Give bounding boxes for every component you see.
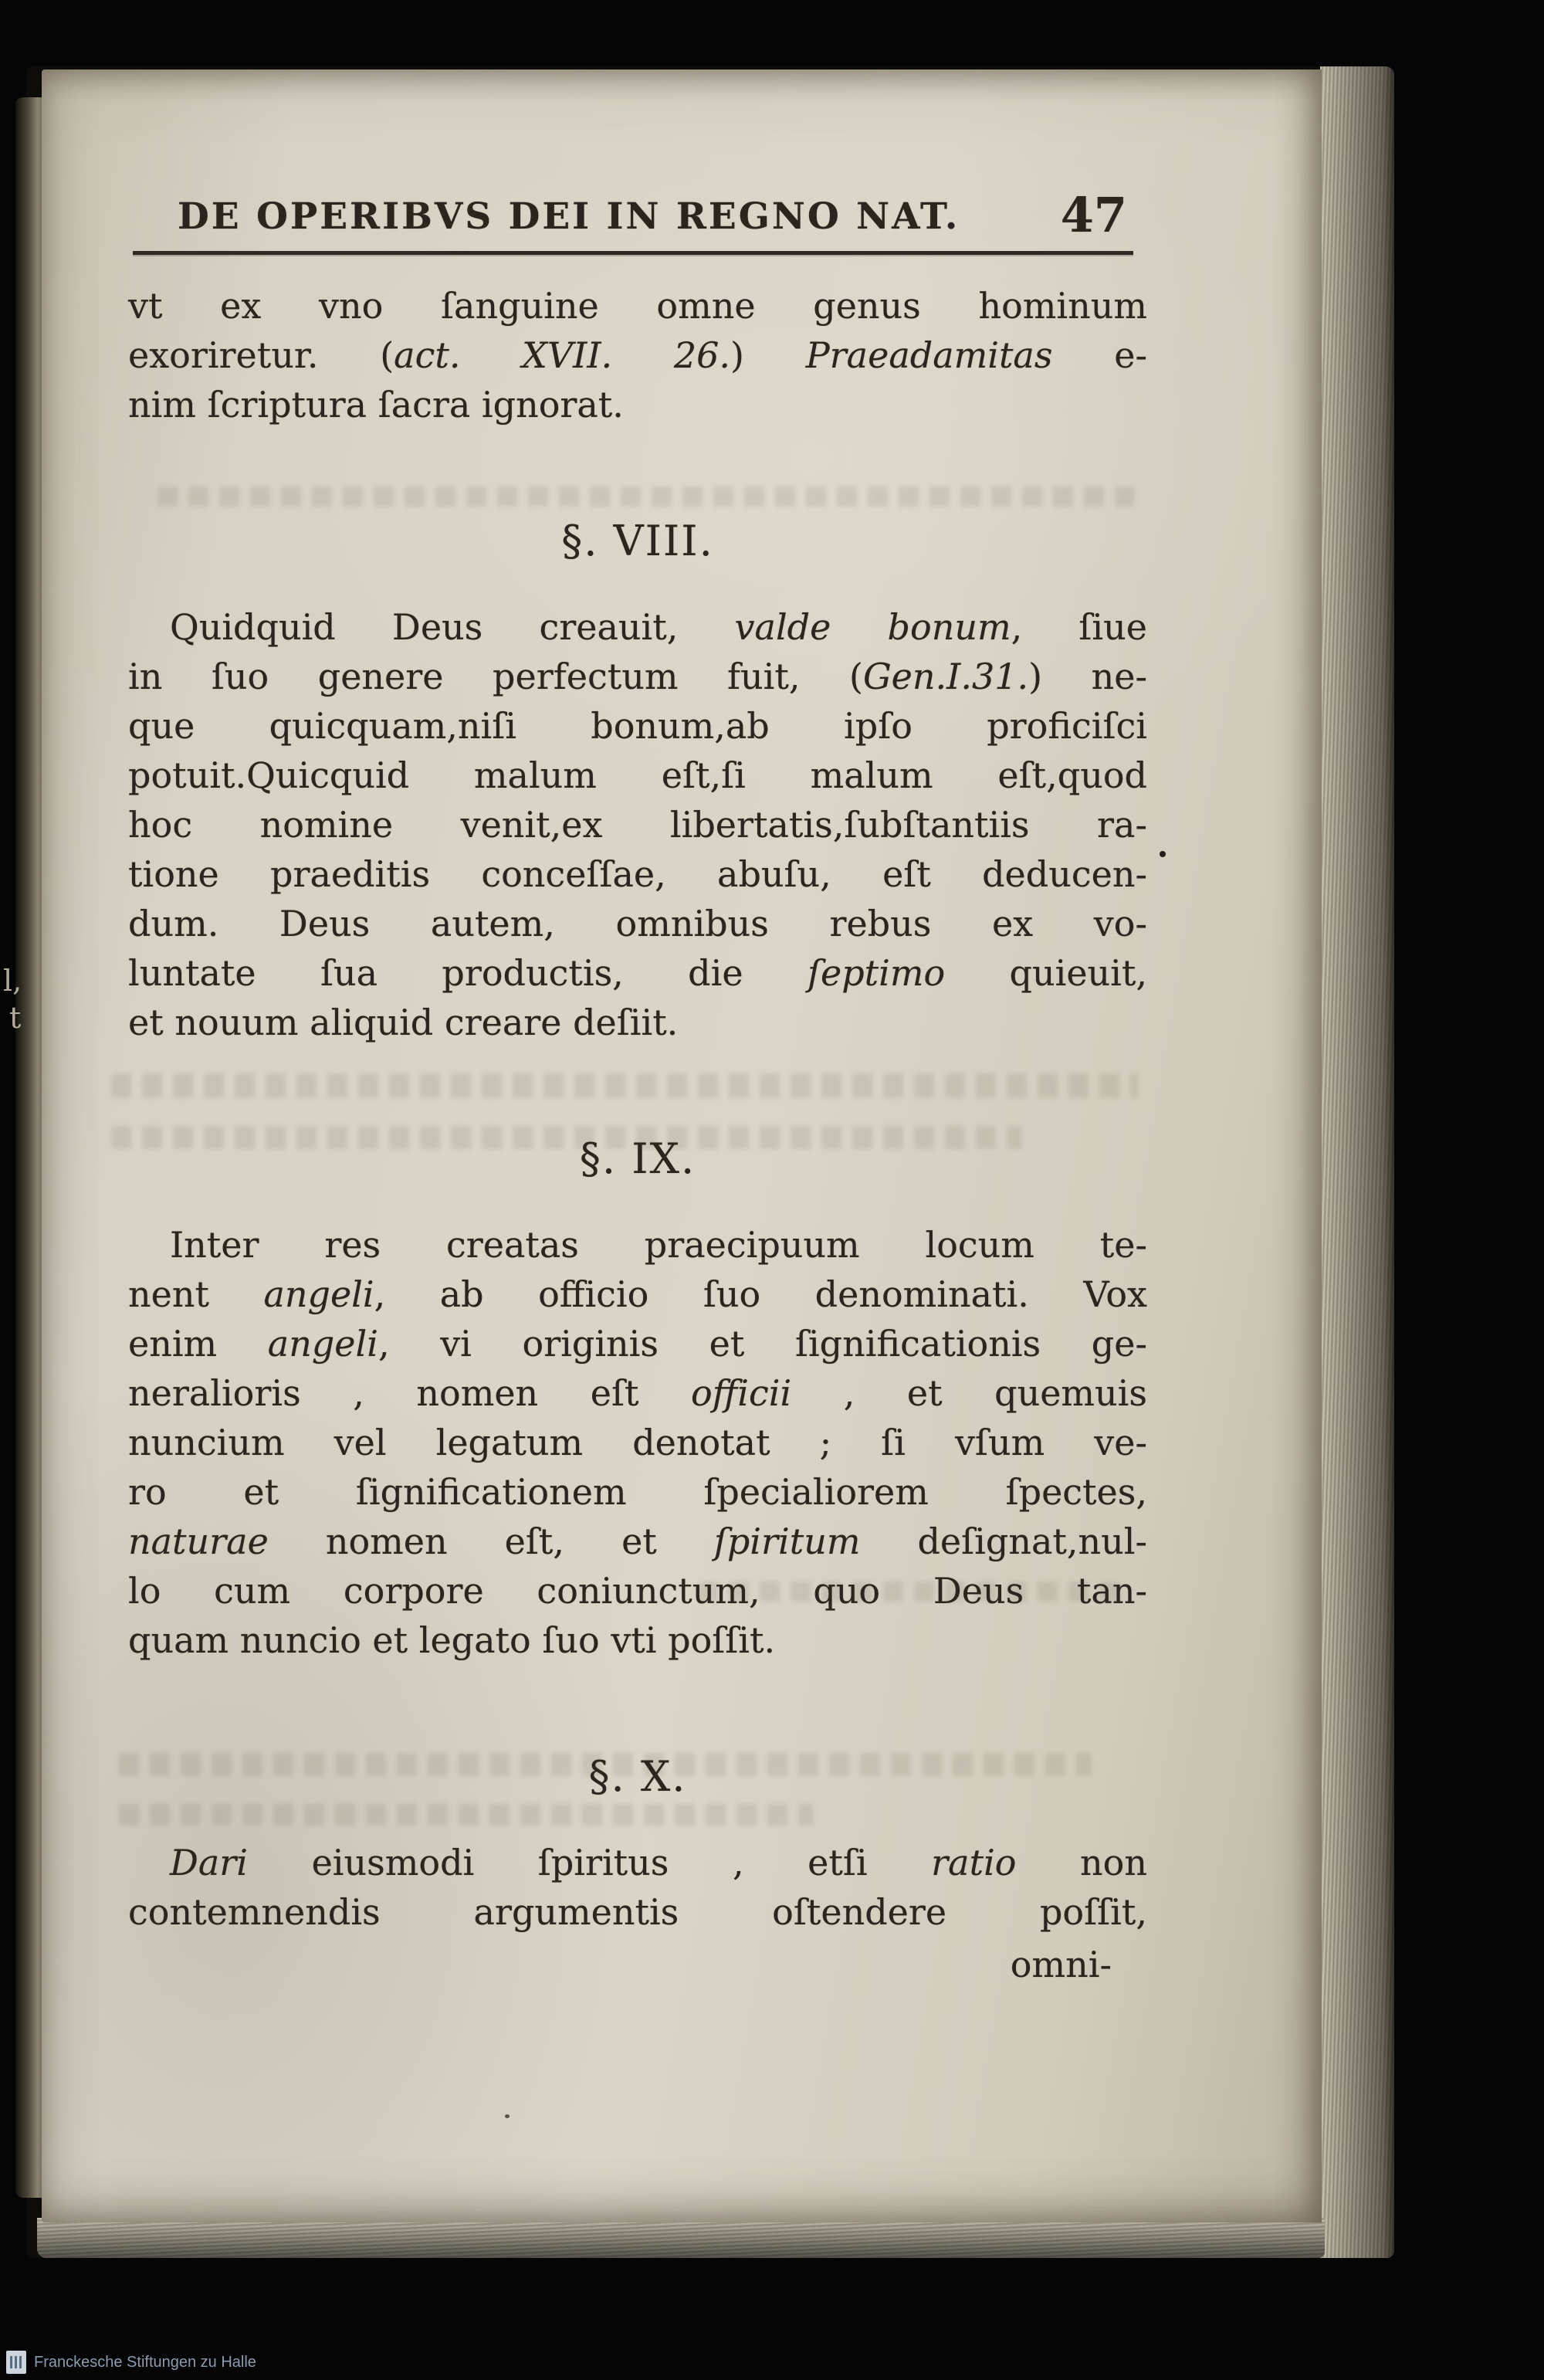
text-run: nomen eſt, et [268,1521,714,1562]
facing-page-fragment: t [9,1001,22,1035]
text-run: neralioris , nomen eſt [128,1372,691,1414]
text-line [128,1887,1147,1937]
text-run: potuit.Quicquid malum eſt,ſi malum eſt,quod [128,754,1147,796]
italic-run: naturae [128,1521,269,1562]
text-run: quieuit, [945,952,1148,994]
text-run: contemnendis argumentis oſtendere poſſit, [128,1891,1147,1933]
italic-run: ſpiritum [713,1521,861,1562]
text-run: hoc nomine venit,ex libertatis,ſubſtantiis ra- [128,804,1147,846]
text-run: lo cum corpore coniunctum, quo Deus tan- [128,1570,1147,1612]
italic-run: angeli [263,1273,374,1315]
text-line [128,281,1147,331]
text-run: exoriretur. ( [128,334,394,376]
text-block [128,281,1147,1989]
section-heading: §. IX. [579,1134,696,1183]
franckesche-logo-icon [6,2351,26,2374]
text-line [128,751,1147,800]
section-heading: §. X. [588,1752,687,1801]
italic-run: ſeptimo [807,952,946,994]
page-stack-fore-edge [1320,66,1394,2258]
italic-run: angeli [267,1323,378,1365]
text-run: non [1016,1842,1147,1883]
italic-run: Praeadamitas [805,334,1053,376]
text-run: Inter res creatas praecipuum locum te- [170,1224,1147,1266]
page-stack-bottom-edge [37,2218,1325,2258]
text-run: luntate ſua productis, die [128,952,808,994]
text-line [128,1368,1147,1418]
text-line [128,849,1147,899]
text-line [128,1319,1147,1368]
text-run: deſignat,nul- [860,1521,1148,1562]
italic-run: Dari [170,1842,249,1883]
text-run: in ſuo genere perfectum fuit, ( [128,656,863,697]
text-line [128,602,1147,652]
page-header [128,184,1147,243]
text-run: , ab officio ſuo denominati. Vox [374,1273,1147,1315]
text-run: nuncium vel legatum denotat ; ſi vſum ve- [128,1422,1147,1463]
text-line [128,1838,1147,1887]
page-number: 47 [1060,187,1127,243]
text-run: , et quemuis [791,1372,1147,1414]
text-line [128,1418,1147,1467]
text-line [128,701,1147,751]
italic-run: officii [691,1372,792,1414]
text-run: , vi originis et ſignificationis ge- [378,1323,1147,1365]
text-line [128,948,1147,998]
text-run: tione praeditis conceſſae, abuſu, eſt deducen- [128,853,1147,895]
text-line [128,1517,1147,1566]
text-run: eiusmodi ſpiritus , etſi [248,1842,932,1883]
header-rule [133,251,1133,255]
italic-run: ratio [931,1842,1017,1883]
text-run: nent [128,1273,264,1315]
text-run: ) [730,334,806,376]
text-run: e- [1052,334,1147,376]
text-run: ro et ſignificationem ſpecialiorem ſpectes, [128,1471,1147,1513]
facing-page-fragment: l, [3,964,22,998]
catchword: omni- [1010,1944,1112,1985]
text-line [128,1615,1147,1665]
page-content [128,184,1147,1989]
italic-run: act. XVII. 26. [394,334,731,376]
text-line [128,899,1147,948]
page-paper [42,70,1322,2222]
text-run: vt ex vno ſanguine omne genus hominum [128,285,1147,327]
running-header: DE OPERIBVS DEI IN REGNO NAT. [178,195,960,238]
text-line [128,380,1147,429]
gutter-page-edge [15,97,43,2198]
text-line [128,998,1147,1047]
ink-speckle [1160,851,1166,857]
text-run: quam nuncio et legato ſuo vti poſſit. [128,1619,776,1661]
book [26,66,1394,2258]
text-run: Quidquid Deus creauit, [170,606,735,648]
text-run: , ſiue [1011,606,1147,648]
text-run: ) ne- [1028,656,1147,697]
text-line [128,800,1147,849]
text-run: nim ſcriptura ſacra ignorat. [128,384,624,425]
text-line [128,652,1147,701]
text-line [128,1467,1147,1517]
text-line [128,331,1147,380]
italic-run: valde bonum [734,606,1011,648]
text-run: dum. Deus autem, omnibus rebus ex vo- [128,903,1147,944]
section-heading: §. VIII. [561,517,714,565]
text-run: et nouum aliquid creare deſiit. [128,1002,679,1043]
archive-label: Franckesche Stiftungen zu Halle [34,2353,256,2371]
archive-watermark [6,2351,256,2374]
text-run: enim [128,1323,268,1365]
text-line [128,1270,1147,1319]
text-line [128,1220,1147,1270]
italic-run: Gen.I.31. [862,656,1029,697]
ink-speckle [505,2114,510,2118]
text-line [128,1566,1147,1615]
text-run: que quicquam,niſi bonum,ab ipſo proficiſci [128,705,1147,747]
